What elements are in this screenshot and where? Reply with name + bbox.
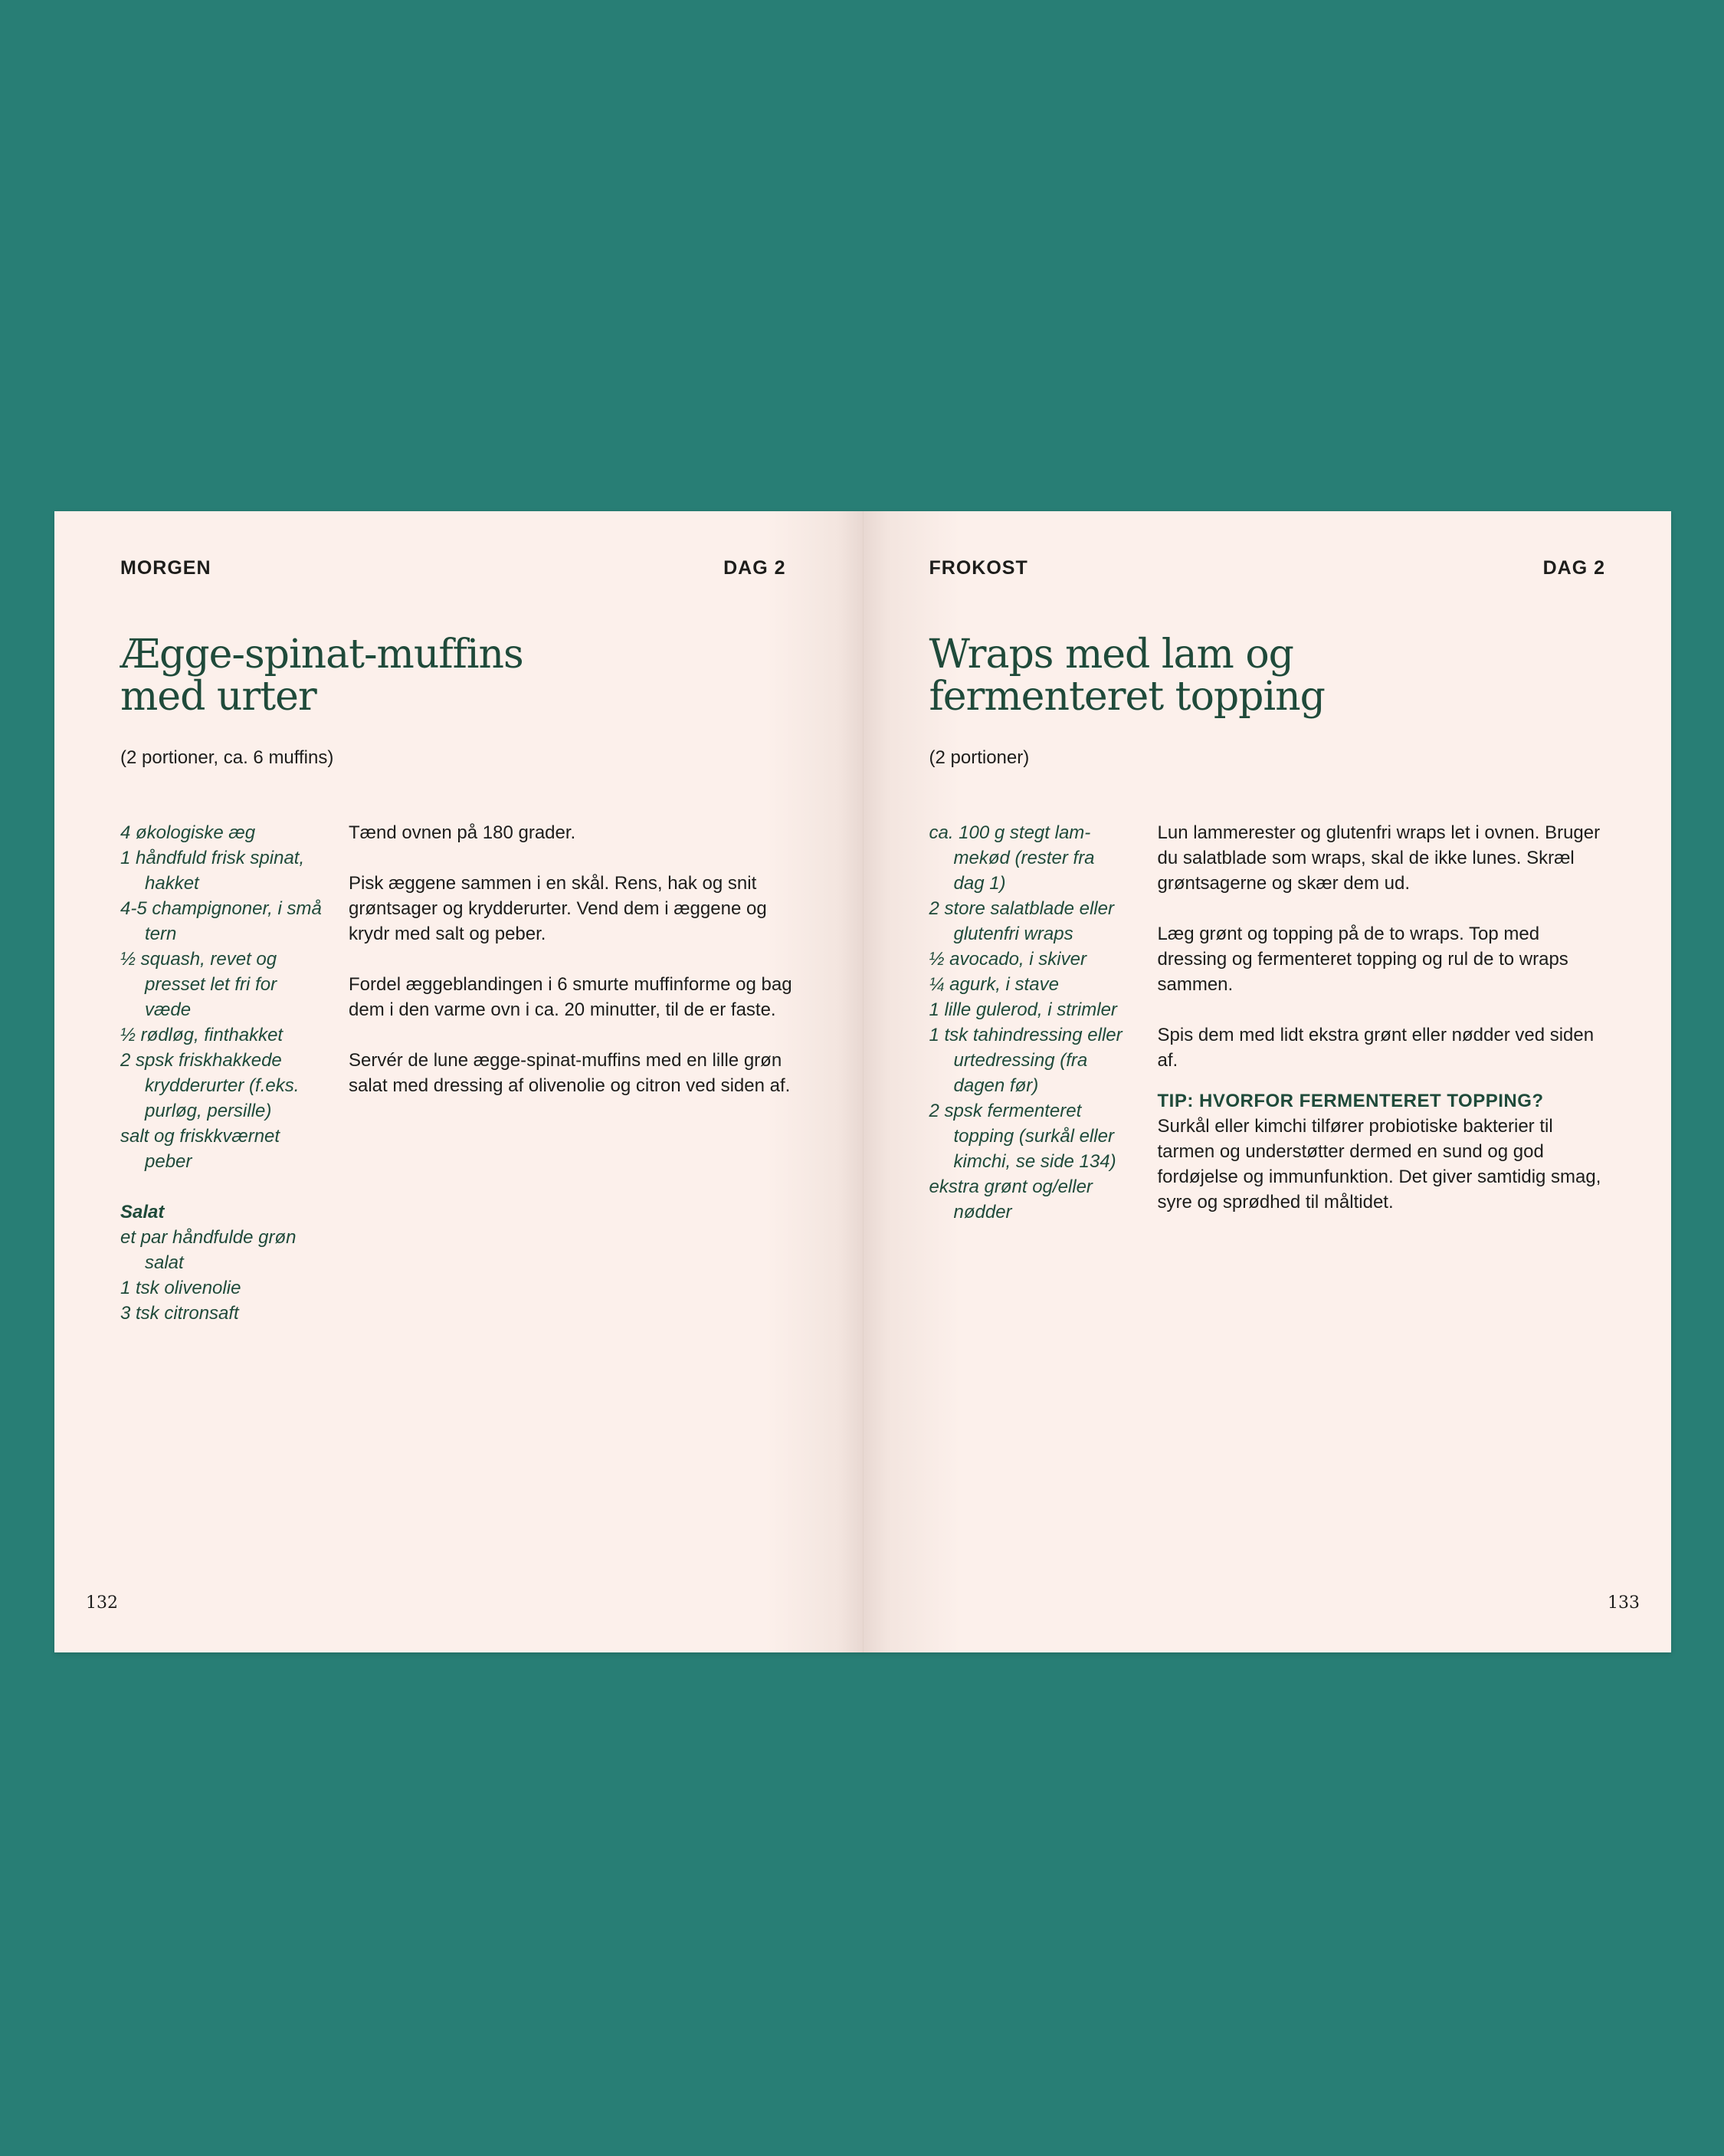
ingredient-item: 2 spsk friskhakkede krydderurter (f.eks. purløg, persille) (120, 1050, 300, 1121)
ingredient-item: 1 lille gulerod, i strimler (929, 999, 1117, 1020)
portions: (2 portioner) (929, 747, 1030, 768)
recipe-title: Wraps med lam og fermenteret topping (929, 632, 1325, 720)
ingredient-item: ¼ agurk, i stave (929, 974, 1059, 995)
method-paragraph: Pisk æggene sammen i en skål. Rens, hak og snit grøntsager og krydderurter. Vend dem i æggene og krydr med salt og peber. (349, 873, 767, 944)
method-paragraph: Læg grønt og topping på de to wraps. Top med dressing og fermenteret topping og rul de to wraps sammen. (1157, 924, 1568, 995)
ingredient-item: ½ squash, revet og presset let fri for væde (120, 949, 277, 1020)
ingredient-item: 4 økologiske æg (120, 822, 256, 843)
ingredient-item: 3 tsk citronsaft (120, 1303, 239, 1324)
page-number: 132 (86, 1593, 118, 1613)
ingredient-item: 4-5 champignoner, i små tern (120, 898, 322, 944)
ingredient-item: ½ rødløg, finthakket (120, 1025, 284, 1045)
method-text (349, 820, 808, 1124)
ingredient-list (120, 820, 327, 1326)
ingredient-item: 2 store salatblade eller glutenfri wraps (929, 898, 1114, 944)
method-paragraph: Lun lammerester og glutenfri wraps let i ovnen. Bruger du salatblade som wraps, skal de ikke lunes. Skræl grøntsagerne og skær dem ud. (1157, 822, 1601, 894)
section-label: FROKOST (929, 557, 1028, 579)
portions: (2 portioner, ca. 6 muffins) (120, 747, 334, 768)
day-label: DAG 2 (723, 557, 786, 579)
ingredient-item: 1 tsk olivenolie (120, 1278, 241, 1298)
recipe-title: Ægge-spinat-muffins med urter (120, 632, 523, 720)
ingredient-item: ½ avocado, i skiver (929, 949, 1087, 970)
ingredient-item: salt og friskkværnet peber (120, 1126, 280, 1172)
sub-heading: Salat (120, 1202, 165, 1222)
method-paragraph: Spis dem med lidt ekstra grønt eller nødder ved siden af. (1157, 1025, 1595, 1071)
method-paragraph: Servér de lune ægge-spinat-muffins med en lille grøn salat med dressing af olivenolie og citron ved siden af. (349, 1050, 791, 1096)
ingredient-item: et par håndfulde grøn salat (120, 1227, 297, 1273)
method-paragraph: Fordel æggeblandingen i 6 smurte muffinforme og bag dem i den varme ovn i ca. 20 minutter, til de er faste. (349, 974, 792, 1020)
method-paragraph: Tænd ovnen på 180 grader. (349, 822, 576, 843)
ingredient-item: 2 spsk fermenteret topping (surkål eller kimchi, se side 134) (929, 1101, 1116, 1172)
tip-heading: TIP: HVORFOR FERMENTERET TOPPING? (1157, 1091, 1544, 1111)
section-label: MORGEN (120, 557, 211, 579)
ingredient-item: 1 håndfuld frisk spinat, hakket (120, 848, 305, 894)
page-number: 133 (1608, 1593, 1640, 1613)
ingredient-item: 1 tsk tahindressing eller urtedressing (fra dagen før) (929, 1025, 1123, 1096)
day-label: DAG 2 (1542, 557, 1605, 579)
ingredient-item: ekstra grønt og/eller nødder (929, 1176, 1093, 1222)
book-spread (54, 511, 1671, 1652)
method-text (1158, 820, 1610, 1240)
tip-text: Surkål eller kimchi tilfører probiotiske bakterier til tarmen og understøtter dermed en sund og god fordøjelse og immunfunktion. Det giver samtidig smag, syre og sprødhed til måltidet. (1157, 1116, 1601, 1213)
ingredient-list (929, 820, 1129, 1225)
right-page (863, 511, 1672, 1652)
left-page (54, 511, 863, 1652)
ingredient-item: ca. 100 g stegt lammekød (rester fra dag 1) (929, 822, 1095, 894)
